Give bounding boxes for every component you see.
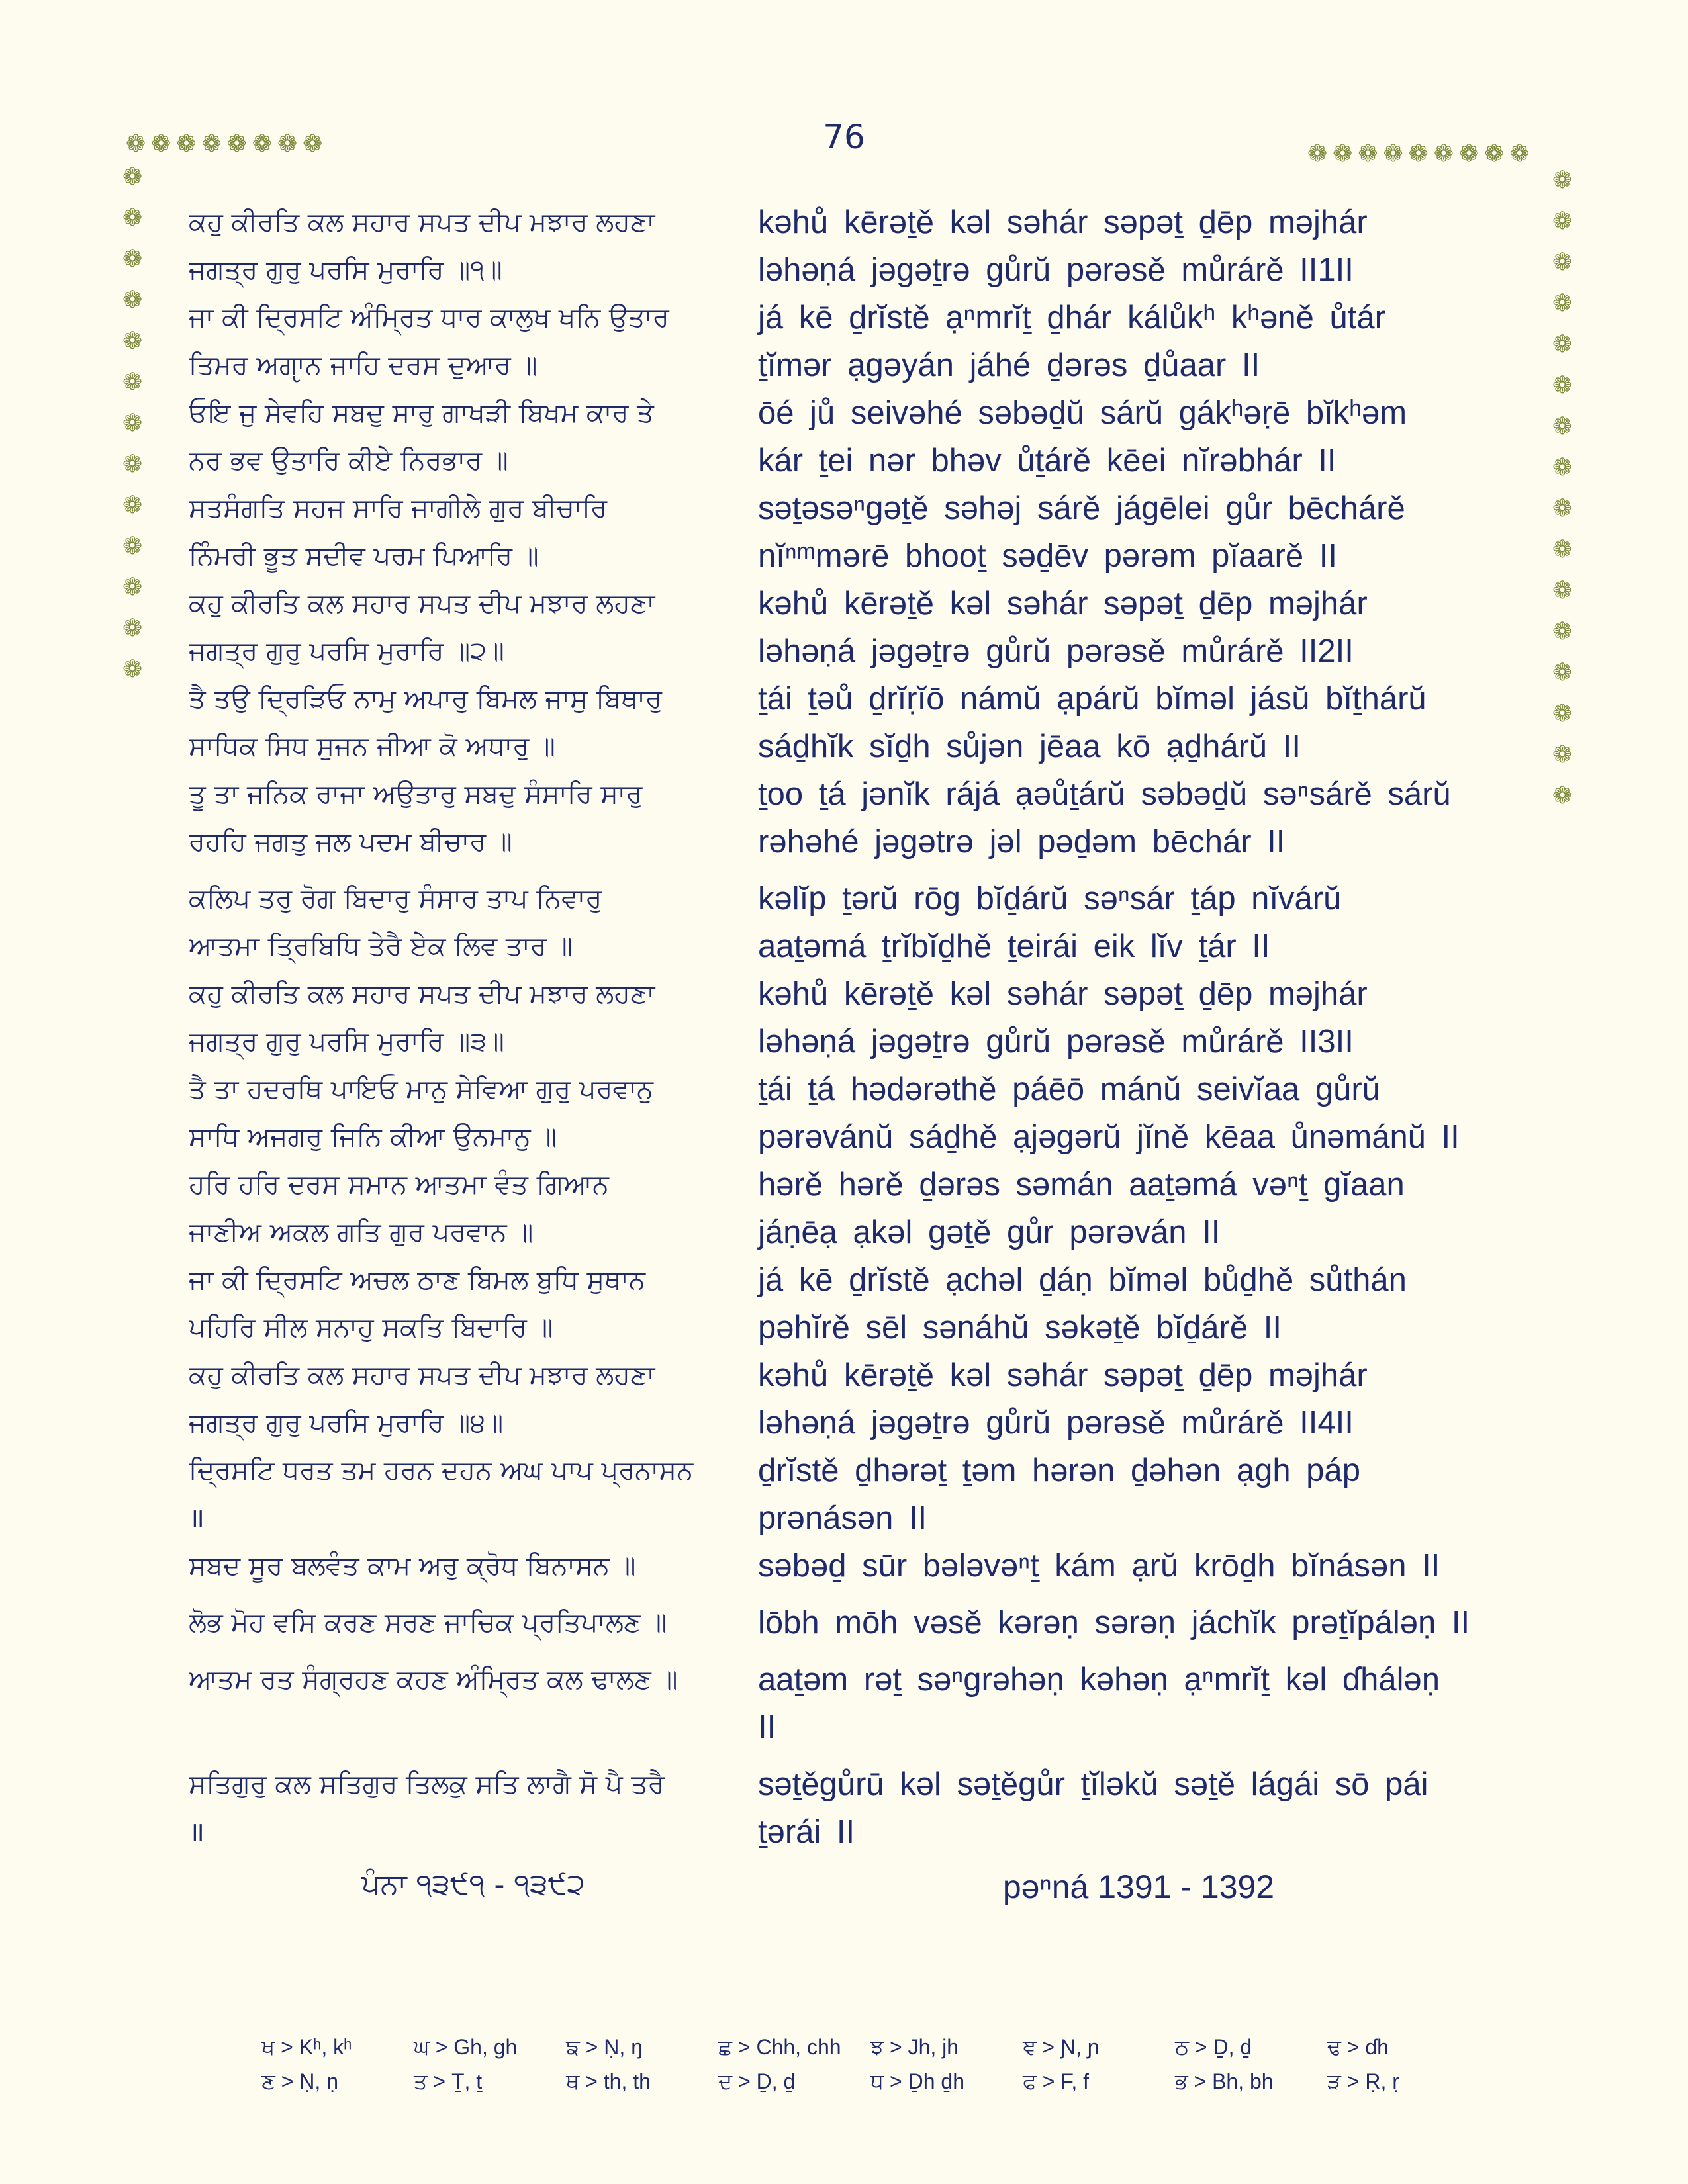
legend-entry: ਙ > Ṇ, ŋ bbox=[566, 2035, 643, 2059]
verse-line bbox=[189, 1399, 1526, 1447]
transliteration-legend bbox=[261, 2035, 1519, 2104]
legend-row bbox=[261, 2035, 1519, 2070]
legend-entry: ਢ > ɗh bbox=[1327, 2035, 1389, 2059]
transliteration-text: nĭⁿᵐmərē bhooṯ səḏēv pərəm pĭaarě II bbox=[758, 538, 1337, 574]
gurmukhi-text: ਜਾ ਕੀ ਦ੍ਰਿਸਟਿ ਅਚਲ ਠਾਣ ਬਿਮਲ ਬੁਧਿ ਸੁਥਾਨ bbox=[189, 1265, 646, 1295]
transliteration-text: kəhů kērəṯě kəl səhár səpəṯ ḏēp məjhár bbox=[758, 976, 1368, 1012]
page-number: 76 bbox=[823, 118, 865, 156]
verse-line bbox=[189, 627, 1526, 675]
legend-entry: ਧ > Ḏh ḏh bbox=[870, 2070, 965, 2093]
verse-line bbox=[189, 723, 1526, 770]
transliteration-text: rəhəhé jəgətrə jəl pəḏəm bēchár II bbox=[758, 824, 1286, 860]
transliteration-text: kəhů kērəṯě kəl səhár səpəṯ ḏēp məjhár bbox=[758, 1357, 1368, 1393]
transliteration-text: ḏrĭstě ḏhərəṯ ṯəm hərən ḏəhən ạgh páp bbox=[758, 1453, 1360, 1488]
verse-line bbox=[189, 437, 1526, 484]
verse-line bbox=[189, 1656, 1526, 1704]
verse-line bbox=[189, 1113, 1526, 1161]
gurmukhi-text: ਦ੍ਰਿਸਟਿ ਧਰਤ ਤਮ ਹਰਨ ਦਹਨ ਅਘ ਪਾਪ ਪ੍ਰਨਾਸਨ bbox=[189, 1455, 694, 1486]
transliteration-text: kəlĭp ṯərŭ rōg bĭḏárŭ səⁿsár ṯáp nĭvárŭ bbox=[758, 881, 1342, 917]
legend-entry: ਣ > Ṇ, ṇ bbox=[261, 2070, 338, 2093]
gurmukhi-text: ਜਗਤ੍ਰ ਗੁਰੁ ਪਰਸਿ ਮੁਰਾਰਿ ॥੧॥ bbox=[189, 255, 502, 285]
transliteration-text: ṯərái II bbox=[758, 1814, 855, 1850]
verse-line bbox=[189, 484, 1526, 532]
gurmukhi-text: ਜਾ ਕੀ ਦ੍ਰਿਸਟਿ ਅੰਮ੍ਰਿਤ ਧਾਰ ਕਾਲੁਖ ਖਨਿ ਉਤਾਰ bbox=[189, 302, 669, 333]
transliteration-text: səbəḏ sūr bələvəⁿṯ kám ạrŭ krōḏh bĭnásən II bbox=[758, 1548, 1440, 1584]
verse-line bbox=[189, 875, 1526, 923]
gurmukhi-text: ਜਗਤ੍ਰ ਗੁਰੁ ਪਰਸਿ ਮੁਰਾਰਿ ॥੩॥ bbox=[189, 1026, 505, 1057]
gurmukhi-text: ਪਹਿਰਿ ਸੀਲ ਸਨਾਹੁ ਸਕਤਿ ਬਿਦਾਰਿ ॥ bbox=[189, 1312, 553, 1343]
gurmukhi-text: ਸਾਧਿ ਅਜਗਰੁ ਜਿਨਿ ਕੀਆ ਉਨਮਾਨੁ ॥ bbox=[189, 1122, 557, 1152]
legend-entry: ਛ > Chh, chh bbox=[718, 2035, 841, 2059]
gurmukhi-text: ਨਿੰਮਰੀ ਭੂਤ ਸਦੀਵ ਪਰਮ ਪਿਆਰਿ ॥ bbox=[189, 541, 539, 571]
transliteration-text: səṯəsəⁿgəṯě səhəj sárě jágēlei gůr bēchárě bbox=[758, 490, 1405, 526]
legend-entry: ਫ > F, f bbox=[1023, 2070, 1090, 2093]
legend-entry: ਖ > Kʰ, kʰ bbox=[261, 2035, 352, 2059]
transliteration-text: já kē ḏrĭstě ạⁿmrĭṯ ḏhár kálůkʰ kʰəně ůtár bbox=[758, 300, 1385, 336]
top-left-ornament: ❁❁❁❁❁❁❁❁ bbox=[126, 130, 328, 158]
transliteration-text: hərě hərě ḏərəs səmán aaṯəmá vəⁿṯ gĭaan bbox=[758, 1167, 1405, 1203]
transliteration-text: aaṯəm rəṯ səⁿgrəhəṇ kəhəṇ ạⁿmrĭṯ kəl ɗháləṇ bbox=[758, 1662, 1440, 1698]
transliteration-text: ṯái ṯəů ḏrĭṛĭō námŭ ạpárŭ bĭməl jásŭ bĭṯhárŭ bbox=[758, 681, 1427, 717]
transliteration-text: lōbh mōh vəsě kərəṇ sərəṇ jáchĭk prəṯĭpáləṇ II bbox=[758, 1605, 1470, 1641]
verse-line bbox=[189, 1760, 1526, 1808]
gurmukhi-text: ਤੈ ਤਾ ਹਦਰਥਿ ਪਾਇਓ ਮਾਨੁ ਸੇਵਿਆ ਗੁਰੁ ਪਰਵਾਨੁ bbox=[189, 1074, 653, 1105]
gurmukhi-text: ਕਹੁ ਕੀਰਤਿ ਕਲ ਸਹਾਰ ਸਪਤ ਦੀਪ ਮਝਾਰ ਲਹਣਾ bbox=[189, 1360, 655, 1390]
gurmukhi-text: ਕਲਿਪ ਤਰੁ ਰੋਗ ਬਿਦਾਰੁ ਸੰਸਾਰ ਤਾਪ ਨਿਵਾਰੁ bbox=[189, 884, 602, 914]
page-reference bbox=[189, 1868, 1526, 1906]
legend-entry: ਝ > Jh, jh bbox=[870, 2035, 959, 2059]
verse-line bbox=[189, 1447, 1526, 1494]
gurmukhi-text: ਹਰਿ ਹਰਿ ਦਰਸ ਸਮਾਨ ਆਤਮਾ ਵੰਤ ਗਿਆਨ bbox=[189, 1169, 609, 1200]
transliteration-text: kəhů kērəṯě kəl səhár səpəṯ ḏēp məjhár bbox=[758, 205, 1368, 240]
transliteration-text: ṯoo ṯá jənĭk rájá ạəůṯárŭ səbəḏŭ səⁿsárě sárŭ bbox=[758, 776, 1451, 812]
verse-line bbox=[189, 1018, 1526, 1066]
page-reference-transliteration: pəⁿná 1391 - 1392 bbox=[1002, 1868, 1275, 1905]
verse-line bbox=[189, 675, 1526, 723]
gurmukhi-text: ਤੈ ਤਉ ਦ੍ਰਿੜਿਓ ਨਾਮੁ ਅਪਾਰੁ ਬਿਮਲ ਜਾਸੁ ਬਿਥਾਰੁ bbox=[189, 684, 662, 714]
verse-line bbox=[189, 1494, 1526, 1542]
gurmukhi-text: ਨਰ ਭਵ ਉਤਾਰਿ ਕੀਏ ਨਿਰਭਾਰ ॥ bbox=[189, 445, 508, 476]
left-ornament-column: ❁ ❁ ❁ ❁ ❁ ❁ ❁ ❁ ❁ ❁ ❁ ❁ ❁ bbox=[122, 163, 143, 683]
verse-line bbox=[189, 818, 1526, 866]
gurmukhi-text: ਕਹੁ ਕੀਰਤਿ ਕਲ ਸਹਾਰ ਸਪਤ ਦੀਪ ਮਝਾਰ ਲਹਣਾ bbox=[189, 207, 655, 238]
verse-line bbox=[189, 1808, 1526, 1856]
gurmukhi-text: ਕਹੁ ਕੀਰਤਿ ਕਲ ਸਹਾਰ ਸਪਤ ਦੀਪ ਮਝਾਰ ਲਹਣਾ bbox=[189, 588, 655, 619]
gurmukhi-text bbox=[189, 1704, 758, 1751]
transliteration-text: II bbox=[758, 1709, 776, 1745]
gurmukhi-text: ਲੋਭ ਮੋਹ ਵਸਿ ਕਰਣ ਸਰਣ ਜਾਚਿਕ ਪ੍ਰਤਿਪਾਲਣ ॥ bbox=[189, 1608, 667, 1638]
transliteration-text: aaṯəmá ṯrĭbĭḏhě ṯeirái eik lĭv ṯár II bbox=[758, 929, 1270, 964]
transliteration-text: sáḏhĭk sĭḏh sůjən jēaa kō ạḏhárŭ II bbox=[758, 729, 1301, 764]
gurmukhi-text: ਸਬਦ ਸੂਰ ਬਲਵੰਤ ਕਾਮ ਅਰੁ ਕ੍ਰੋਧ ਬਿਨਾਸਨ ॥ bbox=[189, 1551, 636, 1581]
transliteration-text: jáṇēạ ạkəl gəṯě gůr pərəván II bbox=[758, 1214, 1221, 1250]
verse-line bbox=[189, 770, 1526, 818]
legend-entry: ਠ > Ḏ, ḏ bbox=[1175, 2035, 1252, 2059]
verse-line bbox=[189, 580, 1526, 627]
verse-line bbox=[189, 1066, 1526, 1113]
legend-entry: ਦ > Ḏ, ḏ bbox=[718, 2070, 796, 2093]
verse-line bbox=[189, 341, 1526, 389]
gurmukhi-text: ਜਾਣੀਅ ਅਕਲ ਗਤਿ ਗੁਰ ਪਰਵਾਨ ॥ bbox=[189, 1217, 534, 1248]
top-right-ornament: ❁❁❁❁❁❁❁❁❁ bbox=[1307, 140, 1535, 167]
verse-line bbox=[189, 246, 1526, 294]
verse-line bbox=[189, 1542, 1526, 1590]
legend-entry: ਥ > th, th bbox=[566, 2070, 651, 2093]
legend-entry: ਤ > Ṯ, ṯ bbox=[414, 2070, 483, 2093]
transliteration-text: ləhəṇá jəgəṯrə gůrŭ pərəsě můrárě II3II bbox=[758, 1024, 1354, 1060]
gurmukhi-text: ਆਤਮ ਰਤ ਸੰਗ੍ਰਹਣ ਕਹਣ ਅੰਮ੍ਰਿਤ ਕਲ ਢਾਲਣ ॥ bbox=[189, 1664, 678, 1695]
transliteration-text: səṯěgůrū kəl səṯěgůr ṯĭləkŭ səṯě lágái sō pái bbox=[758, 1766, 1429, 1802]
gurmukhi-text: ਆਤਮਾ ਤ੍ਰਿਬਿਧਿ ਤੇਰੈ ਏਕ ਲਿਵ ਤਾਰ ॥ bbox=[189, 931, 573, 962]
verse-line bbox=[189, 1208, 1526, 1256]
gurmukhi-text: ਸਾਧਿਕ ਸਿਧ ਸੁਜਨ ਜੀਆ ਕੋ ਅਧਾਰੁ ॥ bbox=[189, 731, 555, 762]
gurmukhi-text: ਰਹਹਿ ਜਗਤੁ ਜਲ ਪਦਮ ਬੀਚਾਰ ॥ bbox=[189, 827, 512, 857]
transliteration-text: ōé jů seivəhé səbəḏŭ sárŭ gákʰəṛē bĭkʰəm bbox=[758, 395, 1407, 431]
transliteration-text: kár ṯei nər bhəv ůṯárě kēei nĭrəbhár II bbox=[758, 443, 1336, 478]
gurmukhi-text: ॥ bbox=[189, 1503, 205, 1533]
verse-line bbox=[189, 1304, 1526, 1351]
gurmukhi-text: ਕਹੁ ਕੀਰਤਿ ਕਲ ਸਹਾਰ ਸਪਤ ਦੀਪ ਮਝਾਰ ਲਹਣਾ bbox=[189, 979, 655, 1009]
gurmukhi-text: ਤੂ ਤਾ ਜਨਿਕ ਰਾਜਾ ਅਉਤਾਰੁ ਸਬਦੁ ਸੰਸਾਰਿ ਸਾਰੁ bbox=[189, 779, 643, 809]
verse-line bbox=[189, 389, 1526, 437]
page-reference-gurmukhi: ਪੰਨਾ ੧੩੯੧ - ੧੩੯੨ bbox=[361, 1868, 585, 1901]
verse-line bbox=[189, 1704, 1526, 1751]
transliteration-text: ləhəṇá jəgəṯrə gůrŭ pərəsě můrárě II2II bbox=[758, 633, 1354, 669]
gurmukhi-text: ॥ bbox=[189, 1817, 205, 1847]
gurmukhi-text: ਤਿਮਰ ਅਗੵਾਨ ਜਾਹਿ ਦਰਸ ਦੁਆਰ ॥ bbox=[189, 350, 538, 381]
transliteration-text: já kē ḏrĭstě ạchəl ḏáṇ bĭməl bůḏhě sůthán bbox=[758, 1262, 1407, 1298]
transliteration-text: kəhů kērəṯě kəl səhár səpəṯ ḏēp məjhár bbox=[758, 586, 1368, 621]
gurmukhi-text: ਓਇ ਜੁ ਸੇਵਹਿ ਸਬਦੁ ਸਾਰੁ ਗਾਖੜੀ ਬਿਖਮ ਕਾਰ ਤੇ bbox=[189, 398, 654, 428]
verse-line bbox=[189, 1351, 1526, 1399]
legend-entry: ਘ > Gh, gh bbox=[414, 2035, 518, 2059]
transliteration-text: pərəvánŭ sáḏhě ạjəgərŭ jĭně kēaa ůnəmánŭ II bbox=[758, 1119, 1460, 1155]
verse-line bbox=[189, 532, 1526, 580]
transliteration-text: ləhəṇá jəgəṯrə gůrŭ pərəsě můrárě II1II bbox=[758, 252, 1354, 288]
legend-row bbox=[261, 2070, 1519, 2104]
gurmukhi-text: ਜਗਤ੍ਰ ਗੁਰੁ ਪਰਸਿ ਮੁਰਾਰਿ ॥੪॥ bbox=[189, 1408, 504, 1438]
transliteration-text: ləhəṇá jəgəṯrə gůrŭ pərəsě můrárě II4II bbox=[758, 1405, 1354, 1441]
verse-line bbox=[189, 294, 1526, 341]
gurmukhi-text: ਸਤਿਗੁਰੁ ਕਲ ਸਤਿਗੁਰ ਤਿਲਕੁ ਸਤਿ ਲਾਗੈ ਸੋ ਪੈ ਤਰੈ bbox=[189, 1769, 665, 1799]
verse-line bbox=[189, 199, 1526, 246]
transliteration-text: prənásən II bbox=[758, 1500, 927, 1536]
gurmukhi-text: ਜਗਤ੍ਰ ਗੁਰੁ ਪਰਸਿ ਮੁਰਾਰਿ ॥੨॥ bbox=[189, 636, 505, 666]
legend-entry: ੜ > Ṛ, ṛ bbox=[1327, 2070, 1399, 2093]
legend-entry: ਞ > Ɲ, ɲ bbox=[1023, 2035, 1100, 2059]
gurmukhi-text: ਸਤਸੰਗਤਿ ਸਹਜ ਸਾਰਿ ਜਾਗੀਲੇ ਗੁਰ ਬੀਚਾਰਿ bbox=[189, 493, 608, 523]
transliteration-text: ṯái ṯá hədərəthě páēō mánŭ seivĭaa gůrŭ bbox=[758, 1071, 1380, 1107]
verse-line bbox=[189, 923, 1526, 970]
verse-line bbox=[189, 1161, 1526, 1208]
verse-line bbox=[189, 970, 1526, 1018]
legend-entry: ਭ > Bh, bh bbox=[1175, 2070, 1274, 2093]
transliteration-text: ṯĭmər ạgəyán jáhé ḏərəs ḏůaar II bbox=[758, 347, 1260, 383]
transliteration-text: pəhĭrě sēl sənáhŭ səkəṯě bĭḏárě II bbox=[758, 1310, 1282, 1345]
right-ornament-column: ❁ ❁ ❁ ❁ ❁ ❁ ❁ ❁ ❁ ❁ ❁ ❁ ❁ ❁ ❁ ❁ bbox=[1552, 167, 1573, 809]
verse-body bbox=[189, 199, 1526, 1906]
verse-line bbox=[189, 1256, 1526, 1304]
verse-line bbox=[189, 1599, 1526, 1647]
